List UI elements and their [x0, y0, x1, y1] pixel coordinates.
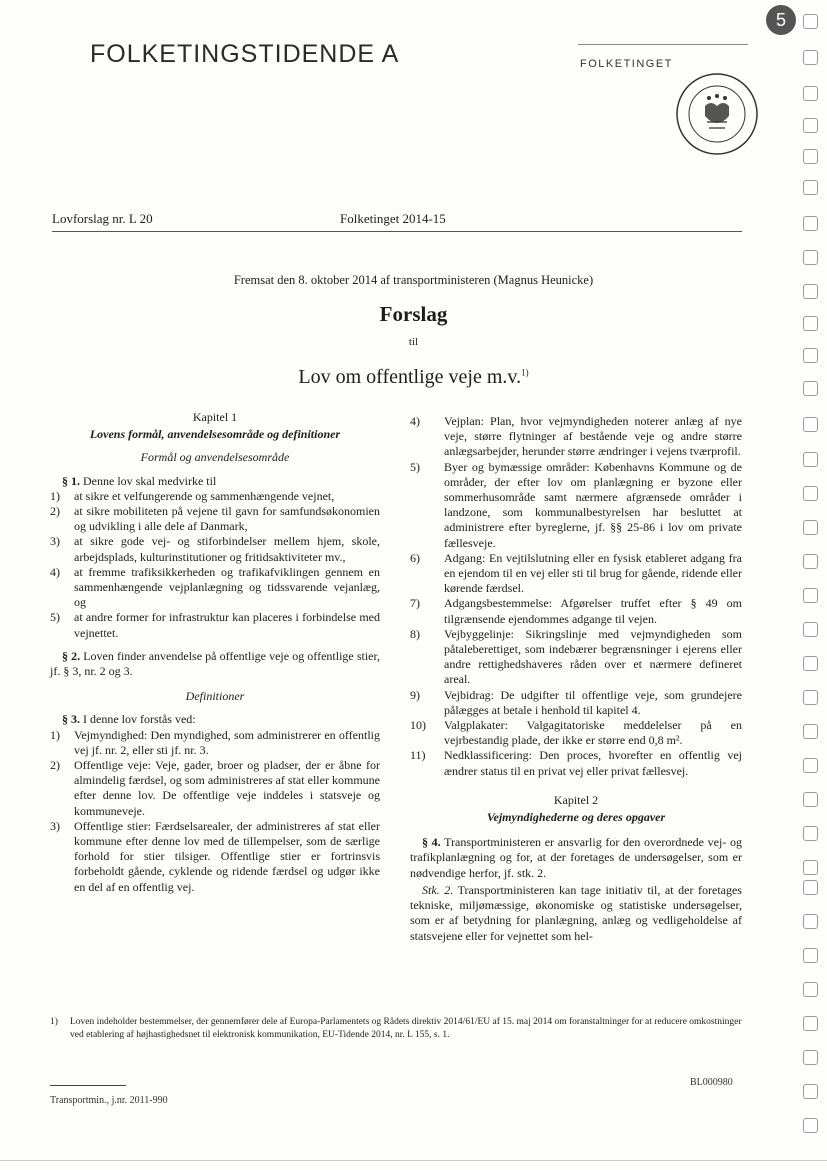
- list-number: 4): [50, 564, 60, 579]
- paragraph-4: [410, 835, 742, 881]
- paragraph-2-text: Loven finder anvendelse på offentlige veje og offentlige stier, jf. § 3, nr. 2 og 3.: [50, 648, 381, 679]
- heading-connector: til: [408, 336, 419, 348]
- list-number: 6): [410, 550, 420, 565]
- section-heading-purpose: Formål og anvendelsesområde: [140, 450, 290, 465]
- paragraph-2: [50, 649, 380, 679]
- list-number: 3): [50, 818, 60, 833]
- right-column: [410, 414, 742, 948]
- list-number: 8): [410, 626, 420, 641]
- paragraph-4-mark: § 4.: [422, 835, 441, 850]
- chapter-2-label: Kapitel 2: [553, 792, 599, 807]
- list-item: at sikre et velfungerende og sammenhængende vejnet,: [74, 488, 335, 503]
- list-item: Vejbidrag: De udgifter til offentlige veje, som grundejere pålægges at betale i henhold til kapitel 4.: [444, 687, 742, 717]
- list-item: at fremme trafiksikkerheden og trafikafviklingen gennem en sammenhængende vejplanlægning og tidssvarende vejanlæg, og: [74, 564, 380, 610]
- list-item: Adgang: En vejtilslutning eller en fysisk etableret adgang fra en ejendom til en vej eller sti til brug for gående, ridende eller kørende færdsel.: [444, 550, 742, 596]
- stk-2-text: Transportministeren kan tage initiativ til, at der foretages tekniske, miljømæssige, økonomiske og statistiske undersøgelser, som er af betydning for planlægning, anlæg og vedligeholdelse af statsvejene eller for vejnettet som hel-: [410, 882, 742, 943]
- organisation-name: FOLKETINGET: [580, 58, 673, 70]
- chapter-1-label: Kapitel 1: [192, 410, 238, 424]
- list-item: Byer og bymæssige områder: Københavns Kommune og de områder, der efter lov om planlægning er byzone eller sommerhusområde samt nærmere afgrænsede områder i landzone, som kommunalbestyrelsen har besluttet at administrere efter byreglerne, jf. §§ 25-86 i lov om private fællesveje.: [444, 459, 742, 550]
- chapter-1-title: Lovens formål, anvendelsesområde og definitioner: [89, 427, 341, 442]
- ministry-reference: Transportmin., j.nr. 2011-990: [50, 1095, 168, 1106]
- footnote-mark: 1): [50, 1017, 58, 1027]
- list-number: 11): [410, 748, 426, 763]
- footnote-reference: 1): [521, 367, 529, 378]
- header-rule: [52, 231, 742, 232]
- header-divider: [578, 44, 748, 45]
- list-number: 4): [410, 414, 420, 428]
- document-id: BL000980: [690, 1077, 733, 1088]
- chapter-2-title: Vejmyndighederne og deres opgaver: [486, 810, 666, 825]
- paragraph-3-text: I denne lov forstås ved:: [83, 712, 196, 727]
- list-number: 5): [50, 610, 60, 625]
- paragraph-4-text: Transportministeren er ansvarlig for den overordnede vej- og trafikplanlægning og for, at der foretages de undersøgelser, som er nødvendige herfor, jf. stk. 2.: [410, 835, 743, 880]
- publication-title: FOLKETINGSTIDENDE A: [90, 40, 400, 68]
- page-number-badge: 5: [766, 5, 796, 35]
- footer-short-rule: [50, 1085, 126, 1086]
- list-item: Vejplan: Plan, hvor vejmyndigheden noterer anlæg af nye veje, større flytninger af bestående veje og andre større anlægsarbejder, herunder større ændringer i vejens tværprofil.: [444, 414, 742, 459]
- paragraph-3: [50, 712, 380, 727]
- definitions-list-continued: [410, 414, 742, 779]
- paragraph-1-text: Denne lov skal medvirke til: [83, 473, 217, 488]
- folketinget-seal-logo: [675, 72, 759, 156]
- session-label: Folketinget 2014-15: [340, 211, 446, 226]
- paragraph-3-list: [50, 728, 380, 895]
- list-item: at andre former for infrastruktur kan placeres i forbindelse med vejnettet.: [74, 610, 380, 640]
- list-number: 1): [50, 727, 60, 742]
- submission-line: Fremsat den 8. oktober 2014 af transportministeren (Magnus Heunicke): [233, 273, 594, 287]
- bill-number: Lovforslag nr. L 20: [52, 211, 153, 226]
- list-item: Valgplakater: Valgagitatoriske meddelelser på en vejrbestandig plade, der ikke er større end 0,8 m².: [444, 718, 742, 748]
- law-title-text: Lov om offentlige veje m.v.: [298, 366, 522, 388]
- left-column: [50, 410, 380, 895]
- list-number: 5): [410, 459, 420, 474]
- list-item: Offentlige stier: Færdselsarealer, der administreres af stat eller kommune efter denne lov med de tillempelser, som de særlige forhold for stier tilsiger. Offentlige stier er fortrinsvis forbeholdt gående, cyklende og ridende færdsel og udgør ikke en del af en offentlig vej.: [74, 818, 380, 894]
- list-number: 2): [50, 758, 60, 773]
- list-item: at sikre gode vej- og stiforbindelser mellem hjem, skole, arbejdsplads, kulturinstitutioner og fritidsaktiviteter mv.,: [74, 534, 380, 564]
- paragraph-1: [50, 474, 380, 489]
- list-item: at sikre mobiliteten på vejene til gavn for samfundsøkonomien og udvikling i alle dele af Danmark,: [74, 504, 380, 534]
- list-number: 3): [50, 534, 60, 549]
- law-title: [0, 366, 827, 389]
- stk-2-mark: Stk. 2.: [422, 882, 454, 897]
- bottom-edge-line: [0, 1160, 827, 1161]
- section-heading-definitions: Definitioner: [185, 689, 245, 704]
- list-item: Vejmyndighed: Den myndighed, som administrerer en offentlig vej jf. nr. 2, eller sti jf. nr. 3.: [74, 727, 380, 757]
- list-item: Nedklassificering: Den proces, hvorefter en offentlig vej ændrer status til en privat vej eller privat fællesvej.: [444, 748, 742, 778]
- paragraph-2-mark: § 2.: [62, 648, 81, 663]
- list-number: 9): [410, 687, 420, 702]
- document-heading: Forslag: [379, 302, 448, 326]
- paragraph-4-stk-2: [410, 883, 742, 944]
- footnote-text: Loven indeholder bestemmelser, der gennemfører dele af Europa-Parlamentets og Rådets direktiv 2014/61/EU af 15. maj 2014 om foranstaltninger for at reducere omkostninger ved etablering af højhastighedsnet til elektronisk kommunikation, EU-Tidende 2014, nr. L 155, s. 1.: [70, 1017, 742, 1040]
- list-item: Offentlige veje: Veje, gader, broer og pladser, der er åbne for almindelig færdsel, og som administreres af stat eller kommune efter denne lov. De offentlige veje inddeles i statsveje og kommuneveje.: [74, 758, 380, 818]
- list-item: Vejbyggelinje: Sikringslinje med vejmyndigheden som påtaleberettiget, som indebærer begrænsninger i ejerens eller andre rettighedshaveres råden over et nærmere defineret areal.: [444, 626, 742, 687]
- paragraph-3-mark: § 3.: [62, 712, 80, 727]
- paragraph-1-mark: § 1.: [62, 473, 80, 488]
- paragraph-1-list: [50, 489, 380, 641]
- list-number: 2): [50, 504, 60, 519]
- list-number: 10): [410, 718, 426, 733]
- footnote: [50, 1016, 744, 1041]
- list-item: Adgangsbestemmelse: Afgørelser truffet efter § 49 om tilgrænsende ejendommes adgange til vejen.: [444, 596, 742, 626]
- list-number: 1): [50, 488, 60, 503]
- list-number: 7): [410, 596, 420, 611]
